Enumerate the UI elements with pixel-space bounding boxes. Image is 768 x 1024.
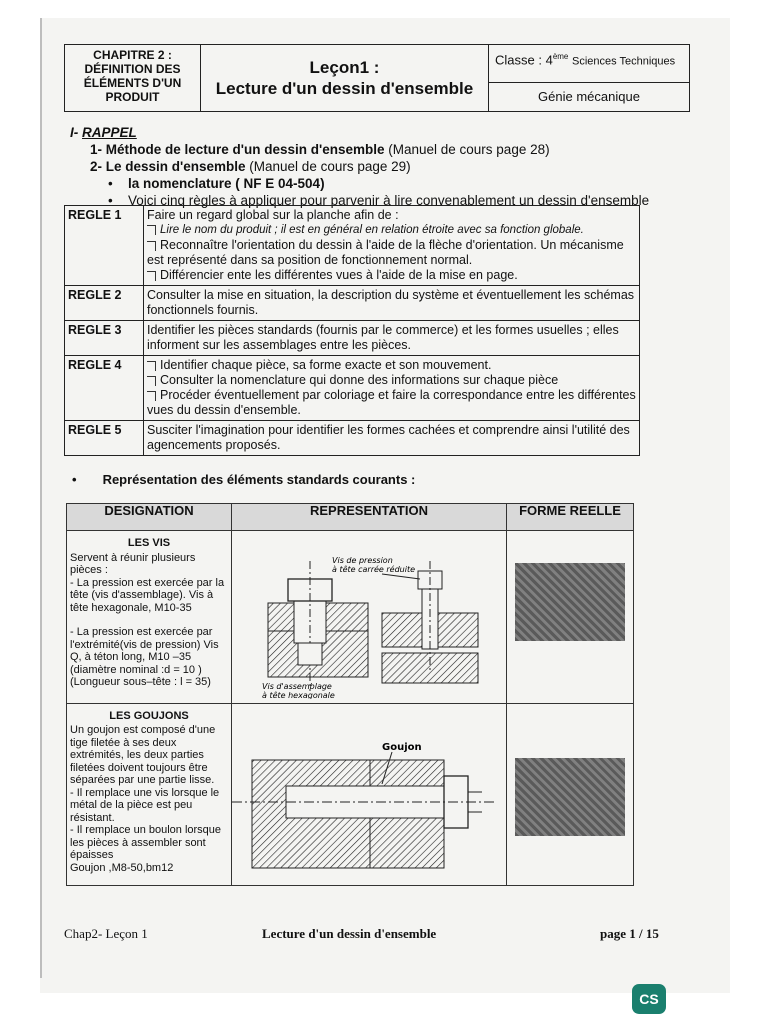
rule-content: Faire un regard global sur la planche afin de : Lire le nom du produit ; il est en général en relation étroite avec sa fonction globale. Reconnaître l'orientation du dessin à l'aide de la flèche d'orientation. Un mécanisme est représenté dans sa position de fonctionnement normal. Différencier ente les différentes vues à l'aide de la mise en page.: [144, 206, 640, 286]
vis-photo-image: [515, 563, 625, 641]
checkbox-icon: [147, 271, 156, 281]
rule-name: REGLE 4: [65, 356, 144, 421]
vis-technical-drawing: [232, 531, 504, 699]
chapter-title: CHAPITRE 2 : DÉFINITION DES ÉLÉMENTS D'UN PRODUIT: [65, 45, 201, 111]
rappel-item-2: 2- Le dessin d'ensemble (Manuel de cours page 29): [90, 159, 411, 174]
column-header: REPRESENTATION: [232, 504, 507, 531]
vis-photo-cell: [507, 531, 634, 704]
lesson-name: Lecture d'un dessin d'ensemble: [215, 79, 474, 98]
label-vis-assemblage-type: à tête hexagonale: [262, 691, 335, 699]
goujons-description: LES GOUJONS Un goujon est composé d'une tige filetée à ses deux extrémités, les deux parties filetées doivent toujours être séparées par une partie lisse. - Il remplace une vis lorsque le métal de la pièce est peu résistant. - Il remplace un boulon lorsque les pièces à assembler sont épaisses Goujon ,M8-50,bm12: [67, 703, 232, 886]
rule-name: REGLE 3: [65, 321, 144, 356]
footer-page-number: page 1 / 15: [600, 926, 659, 941]
vis-description: LES VIS Servent à réunir plusieurs pièces : - La pression est exercée par la tête (vis d'assemblage). Vis à tête hexagonale, M10-35 - La pression est exercée par l'extrémité(vis de pression) Vis Q, à téton long, M10 –35 (diamètre nominal :d = 10 ) (Longueur sous–tête : l = 35): [67, 531, 232, 704]
class-label: Classe : 4ème Sciences Techniques: [489, 45, 689, 83]
rule-row: [65, 286, 640, 321]
rule-row: [65, 206, 640, 286]
rules-table: [64, 205, 640, 456]
rule-name: REGLE 5: [65, 421, 144, 456]
label-vis-assemblage: Vis d'assemblage: [262, 682, 332, 691]
bullet-five-rules: • Voici cinq règles à appliquer pour parvenir à lire convenablement un dessin d'ensemble: [128, 192, 649, 209]
rule-row: [65, 356, 640, 421]
rule-row: [65, 421, 640, 456]
section-heading: I- RAPPEL: [70, 125, 137, 140]
checkbox-icon: [147, 225, 156, 235]
checkbox-icon: [147, 241, 156, 251]
goujons-title: LES GOUJONS: [109, 709, 189, 722]
rule-name: REGLE 2: [65, 286, 144, 321]
checkbox-icon: [147, 361, 156, 371]
rule-content: Identifier les pièces standards (fournis par le commerce) et les formes usuelles ; elles informent sur les assemblages entre les pièces.: [144, 321, 640, 356]
label-goujon: Goujon: [382, 741, 422, 753]
column-header: FORME REELLE: [507, 504, 634, 531]
rappel-item-1: 1- Méthode de lecture d'un dessin d'ensemble (Manuel de cours page 28): [90, 142, 550, 157]
vis-drawing: [232, 531, 507, 704]
rule-content: Susciter l'imagination pour identifier les formes cachées et comprendre ainsi l'utilité des agencements proposés.: [144, 421, 640, 456]
rule-content: Identifier chaque pièce, sa forme exacte et son mouvement. Consulter la nomenclature qui donne des informations sur chaque pièce Procéder éventuellement par coloriage et faire la correspondance entre les différentes vues du dessin d'ensemble.: [144, 356, 640, 421]
document-header: [64, 44, 690, 112]
lesson-title: [201, 45, 489, 111]
vis-title: LES VIS: [127, 537, 171, 549]
footer-chapter: Chap2- Leçon 1: [64, 926, 148, 941]
goujons-drawing: [232, 703, 507, 886]
bullet-nomenclature: • la nomenclature ( NF E 04-504): [128, 175, 649, 192]
subject-label: Génie mécanique: [538, 89, 640, 104]
lesson-number: Leçon1 :: [309, 58, 380, 77]
rappel-section: [70, 124, 649, 209]
goujons-photo-cell: [507, 703, 634, 886]
binding-margin-line: [40, 18, 42, 978]
checkbox-icon: [147, 376, 156, 386]
label-vis-pression-type: à tête carrée réduite: [332, 565, 416, 574]
header-class-block: [489, 45, 689, 111]
footer-title: Lecture d'un dessin d'ensemble: [262, 926, 437, 941]
rule-content: Consulter la mise en situation, la description du système et éventuellement les schémas fonctionnels fournis.: [144, 286, 640, 321]
goujon-technical-drawing: [232, 704, 504, 882]
standard-elements-table: [66, 503, 634, 886]
table-header-row: [67, 504, 634, 531]
representation-heading: • Représentation des éléments standards courants :: [72, 472, 415, 487]
checkbox-icon: [147, 391, 156, 401]
rule-row: [65, 321, 640, 356]
goujons-photo-image: [515, 758, 625, 836]
rule-name: REGLE 1: [65, 206, 144, 286]
column-header: DESIGNATION: [67, 504, 232, 531]
row-goujons: [67, 703, 634, 886]
row-vis: [67, 531, 634, 704]
camscanner-badge: CS: [632, 984, 666, 1014]
label-vis-pression: Vis de pression: [332, 556, 393, 565]
